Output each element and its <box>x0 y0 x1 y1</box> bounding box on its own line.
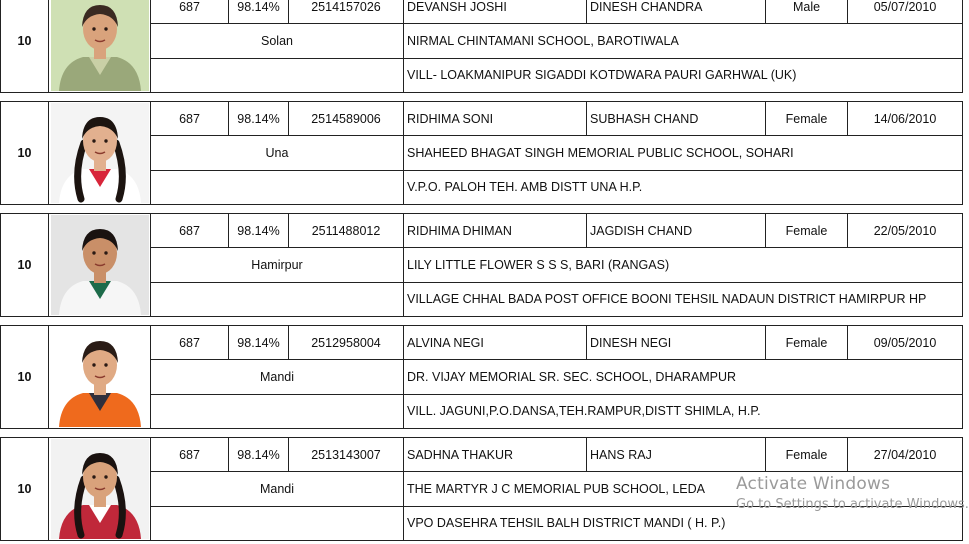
total-marks: 687 <box>151 438 229 472</box>
student-record-table <box>0 213 963 317</box>
gender: Female <box>766 102 848 136</box>
school-name: LILY LITTLE FLOWER S S S, BARI (RANGAS) <box>404 248 963 282</box>
school-name: THE MARTYR J C MEMORIAL PUB SCHOOL, LEDA <box>404 472 963 506</box>
student-record-table <box>0 101 963 205</box>
home-address: VPO DASEHRA TEHSIL BALH DISTRICT MANDI ( H. P.) <box>404 506 963 540</box>
total-marks: 687 <box>151 214 229 248</box>
date-of-birth: 14/06/2010 <box>848 102 963 136</box>
father-name: DINESH NEGI <box>587 326 766 360</box>
percentage: 98.14% <box>229 214 289 248</box>
roll-number: 2514589006 <box>289 102 404 136</box>
merit-rank: 10 <box>1 438 49 541</box>
student-record <box>0 213 962 317</box>
father-name: HANS RAJ <box>587 438 766 472</box>
watermark-title: Activate Windows <box>736 474 891 494</box>
student-name: DEVANSH JOSHI <box>404 0 587 24</box>
gender: Female <box>766 214 848 248</box>
student-photo <box>49 214 151 317</box>
roll-number: 2512958004 <box>289 326 404 360</box>
gender: Female <box>766 326 848 360</box>
roll-number: 2514157026 <box>289 0 404 24</box>
merit-rank: 10 <box>1 0 49 93</box>
total-marks: 687 <box>151 0 229 24</box>
student-photo <box>49 438 151 541</box>
home-address: V.P.O. PALOH TEH. AMB DISTT UNA H.P. <box>404 170 963 204</box>
student-record <box>0 0 962 93</box>
district: Mandi <box>151 472 404 506</box>
student-name: RIDHIMA DHIMAN <box>404 214 587 248</box>
empty-cell <box>151 394 404 428</box>
student-photo <box>49 102 151 205</box>
date-of-birth: 09/05/2010 <box>848 326 963 360</box>
student-record <box>0 325 962 429</box>
total-marks: 687 <box>151 102 229 136</box>
student-name: ALVINA NEGI <box>404 326 587 360</box>
merit-rank: 10 <box>1 102 49 205</box>
district: Una <box>151 136 404 170</box>
percentage: 98.14% <box>229 326 289 360</box>
student-record-table <box>0 325 963 429</box>
student-record-table <box>0 0 963 93</box>
percentage: 98.14% <box>229 438 289 472</box>
student-name: SADHNA THAKUR <box>404 438 587 472</box>
home-address: VILL. JAGUNI,P.O.DANSA,TEH.RAMPUR,DISTT SHIMLA, H.P. <box>404 394 963 428</box>
roll-number: 2513143007 <box>289 438 404 472</box>
total-marks: 687 <box>151 326 229 360</box>
district: Mandi <box>151 360 404 394</box>
student-photo <box>49 0 151 93</box>
student-record-table <box>0 437 963 541</box>
student-record <box>0 437 962 541</box>
roll-number: 2511488012 <box>289 214 404 248</box>
school-name: SHAHEED BHAGAT SINGH MEMORIAL PUBLIC SCHOOL, SOHARI <box>404 136 963 170</box>
empty-cell <box>151 58 404 92</box>
district: Hamirpur <box>151 248 404 282</box>
home-address: VILLAGE CHHAL BADA POST OFFICE BOONI TEHSIL NADAUN DISTRICT HAMIRPUR HP <box>404 282 963 316</box>
empty-cell <box>151 170 404 204</box>
empty-cell <box>151 282 404 316</box>
father-name: JAGDISH CHAND <box>587 214 766 248</box>
student-name: RIDHIMA SONI <box>404 102 587 136</box>
date-of-birth: 22/05/2010 <box>848 214 963 248</box>
student-photo <box>49 326 151 429</box>
merit-rank: 10 <box>1 326 49 429</box>
gender: Female <box>766 438 848 472</box>
date-of-birth: 27/04/2010 <box>848 438 963 472</box>
school-name: NIRMAL CHINTAMANI SCHOOL, BAROTIWALA <box>404 24 963 58</box>
father-name: SUBHASH CHAND <box>587 102 766 136</box>
gender: Male <box>766 0 848 24</box>
watermark-subtitle: Go to Settings to activate Windows. <box>736 497 969 512</box>
date-of-birth: 05/07/2010 <box>848 0 963 24</box>
district: Solan <box>151 24 404 58</box>
percentage: 98.14% <box>229 0 289 24</box>
father-name: DINESH CHANDRA <box>587 0 766 24</box>
school-name: DR. VIJAY MEMORIAL SR. SEC. SCHOOL, DHARAMPUR <box>404 360 963 394</box>
student-record <box>0 101 962 205</box>
percentage: 98.14% <box>229 102 289 136</box>
home-address: VILL- LOAKMANIPUR SIGADDI KOTDWARA PAURI GARHWAL (UK) <box>404 58 963 92</box>
merit-rank: 10 <box>1 214 49 317</box>
empty-cell <box>151 506 404 540</box>
